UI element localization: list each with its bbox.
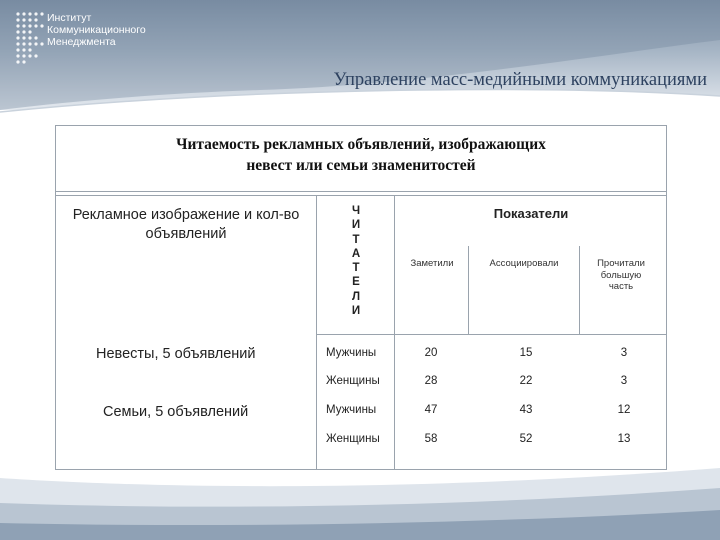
logo-line-3: Менеджмента (47, 36, 116, 48)
table-divider-associated (579, 246, 580, 334)
reader-men: Мужчины (326, 347, 377, 359)
group-label-brides: Невесты, 5 объявлений (96, 346, 256, 362)
readers-letter: И (351, 219, 361, 232)
table-divider-noticed (468, 246, 469, 334)
table-divider-title (56, 191, 666, 192)
table-divider-readers-right (394, 195, 395, 469)
readers-letter: А (351, 247, 361, 260)
readers-letter: Е (352, 276, 360, 289)
value-associated: 15 (519, 347, 533, 359)
reader-women: Женщины (326, 375, 380, 387)
table-title-line-2: невест или семьи знаменитостей (246, 157, 476, 174)
logo-line-2: Коммуникационного (47, 24, 146, 36)
readers-letter: Т (352, 262, 360, 275)
table-divider-readers-left (316, 195, 317, 469)
group-label-families: Семьи, 5 объявлений (103, 404, 249, 420)
value-noticed: 28 (424, 375, 438, 387)
readers-letter: Т (352, 233, 360, 246)
slide-title: Управление масс-медийными коммуникациями (333, 70, 707, 90)
logo-line-1: Институт (47, 12, 92, 24)
value-read-most: 3 (620, 375, 628, 387)
value-associated: 43 (519, 404, 533, 416)
value-noticed: 58 (424, 433, 438, 445)
value-read-most: 12 (617, 404, 631, 416)
subheader-read-most: Прочитали большую часть (597, 258, 645, 292)
subheader-noticed: Заметили (410, 258, 454, 269)
table-title-line-1: Читаемость рекламных объявлений, изображающих (176, 136, 546, 153)
table-divider-header (56, 195, 666, 196)
reader-women: Женщины (326, 433, 380, 445)
table-title (56, 134, 666, 176)
value-noticed: 20 (424, 347, 438, 359)
value-read-most: 3 (620, 347, 628, 359)
logo-text (47, 12, 146, 48)
subheader-associated: Ассоциировали (489, 258, 559, 269)
table-divider-subheader (316, 334, 666, 335)
reader-men: Мужчины (326, 404, 377, 416)
readers-letter: И (351, 305, 361, 318)
value-associated: 22 (519, 375, 533, 387)
value-read-most: 13 (617, 433, 631, 445)
value-associated: 52 (519, 433, 533, 445)
readership-table (55, 125, 667, 470)
header-readers-vertical (348, 204, 364, 318)
value-noticed: 47 (424, 404, 438, 416)
readers-letter: Л (351, 290, 361, 303)
readers-letter: Ч (351, 205, 361, 217)
header-indicators: Показатели (493, 206, 569, 221)
header-advertising-image: Рекламное изображение и кол-во объявлений (72, 207, 300, 242)
